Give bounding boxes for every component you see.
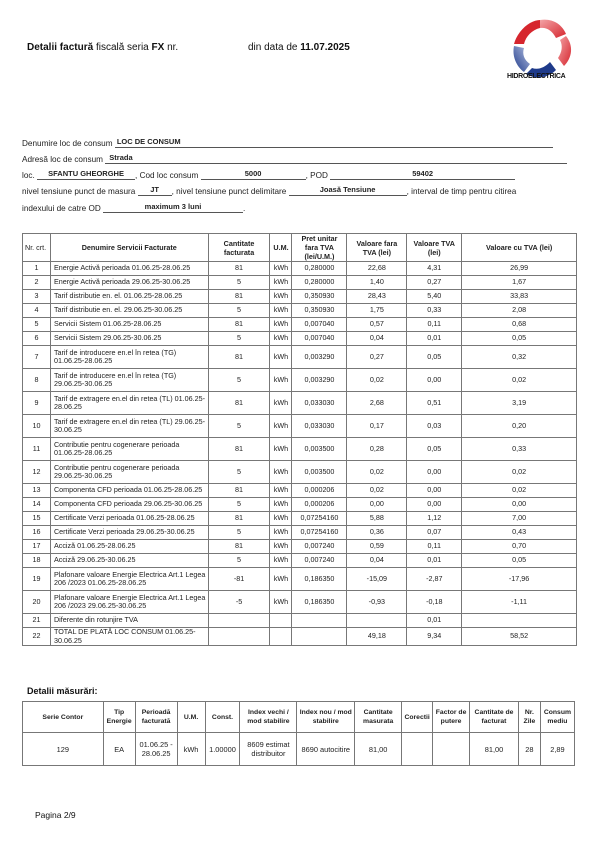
row-price: 0,280000: [292, 262, 347, 276]
row-vat: 0,51: [407, 392, 462, 415]
row-net: 0,27: [347, 346, 407, 369]
row-quantity: 5: [208, 276, 270, 290]
row-net: 0,36: [347, 526, 407, 540]
index-value: maximum 3 luni: [103, 202, 243, 213]
row-quantity: 81: [208, 346, 270, 369]
index-end: .: [243, 204, 246, 213]
table-row: [23, 332, 577, 346]
row-description: Certificate Verzi perioada 29.06.25-30.06.25: [50, 526, 208, 540]
interval-label: , interval de timp pentru citirea: [406, 187, 517, 196]
row-vat: 0,33: [407, 304, 462, 318]
row-net: 1,75: [347, 304, 407, 318]
table-row: [23, 540, 577, 554]
row-description: Componenta CFD perioada 01.06.25-28.06.25: [50, 484, 208, 498]
row-total: 0,00: [462, 498, 577, 512]
table-row: [23, 628, 577, 646]
row-net: [347, 614, 407, 628]
row-price: 0,003290: [292, 346, 347, 369]
table-row: [23, 484, 577, 498]
row-quantity: 81: [208, 512, 270, 526]
row-quantity: 5: [208, 415, 270, 438]
adresa-value: Strada: [105, 153, 567, 164]
nivel-masura-label: nivel tensiune punct de masura: [22, 187, 136, 196]
row-price: 0,186350: [292, 568, 347, 591]
table-row: [23, 262, 577, 276]
meas-cell-11: 28: [518, 733, 540, 766]
row-description: Tarif de introducere en.el în retea (TG) 29.06.25-30.06.25: [50, 369, 208, 392]
row-um: kWh: [270, 461, 292, 484]
row-vat: 0,01: [407, 614, 462, 628]
title-text: fiscală seria: [95, 42, 149, 53]
invoice-table: [22, 233, 577, 646]
row-net: 0,02: [347, 369, 407, 392]
row-nr: 21: [23, 614, 51, 628]
info-denumire: [22, 137, 553, 148]
row-net: 0,57: [347, 318, 407, 332]
row-um: kWh: [270, 332, 292, 346]
row-net: 0,28: [347, 438, 407, 461]
row-nr: 7: [23, 346, 51, 369]
row-price: 0,003500: [292, 438, 347, 461]
measurements-table: [22, 701, 575, 766]
row-nr: 20: [23, 591, 51, 614]
table-row: [23, 568, 577, 591]
row-um: kWh: [270, 262, 292, 276]
row-vat: 0,11: [407, 540, 462, 554]
meas-cell-12: 2,89: [540, 733, 574, 766]
row-nr: 14: [23, 498, 51, 512]
row-nr: 11: [23, 438, 51, 461]
row-um: [270, 614, 292, 628]
row-net: 0,17: [347, 415, 407, 438]
meas-col-9: Factor de putere: [433, 702, 470, 733]
row-net: 0,59: [347, 540, 407, 554]
table-row: [23, 591, 577, 614]
row-total: 1,67: [462, 276, 577, 290]
row-description: Tarif distributie en. el. 29.06.25-30.06.25: [50, 304, 208, 318]
row-vat: 4,31: [407, 262, 462, 276]
row-price: [292, 628, 347, 646]
row-quantity: 5: [208, 498, 270, 512]
row-net: 28,43: [347, 290, 407, 304]
meas-cell-3: kWh: [177, 733, 205, 766]
info-loc: [22, 169, 515, 180]
row-description: Componenta CFD perioada 29.06.25-30.06.25: [50, 498, 208, 512]
col-um: U.M.: [270, 234, 292, 262]
row-um: kWh: [270, 369, 292, 392]
table-row: [23, 304, 577, 318]
row-description: Tarif de extragere en.el din retea (TL) 01.06.25-28.06.25: [50, 392, 208, 415]
row-price: 0,033030: [292, 415, 347, 438]
row-net: 0,02: [347, 461, 407, 484]
row-net: 49,18: [347, 628, 407, 646]
info-nivel: [22, 185, 516, 196]
col-denumire: Denumire Servicii Facturate: [50, 234, 208, 262]
row-um: kWh: [270, 484, 292, 498]
col-valoare-tva: Valoare TVA (lei): [407, 234, 462, 262]
row-vat: 0,00: [407, 484, 462, 498]
row-nr: 1: [23, 262, 51, 276]
row-quantity: [208, 628, 270, 646]
row-description: Energie Activă perioada 29.06.25-30.06.25: [50, 276, 208, 290]
meas-col-10: Cantitate de facturat: [470, 702, 519, 733]
row-description: Acciză 01.06.25-28.06.25: [50, 540, 208, 554]
page-number: Pagina 2/9: [35, 810, 76, 820]
table-row: [23, 614, 577, 628]
row-description: Contributie pentru cogenerare perioada 01.06.25-28.06.25: [50, 438, 208, 461]
row-total: 0,43: [462, 526, 577, 540]
row-description: Tarif distributie en. el. 01.06.25-28.06.25: [50, 290, 208, 304]
loc-value: SFANTU GHEORGHE: [37, 169, 135, 180]
row-price: 0,007240: [292, 554, 347, 568]
row-quantity: 5: [208, 369, 270, 392]
row-vat: 0,03: [407, 415, 462, 438]
meas-cell-9: [433, 733, 470, 766]
row-price: 0,033030: [292, 392, 347, 415]
date-label: din data de: [248, 42, 298, 53]
row-nr: 13: [23, 484, 51, 498]
meas-col-11: Nr. Zile: [518, 702, 540, 733]
row-price: 0,280000: [292, 276, 347, 290]
logo-text: HIDROELECTRICA: [507, 73, 566, 80]
row-quantity: 81: [208, 392, 270, 415]
row-total: [462, 614, 577, 628]
meas-col-2: Perioadă facturată: [135, 702, 177, 733]
row-nr: 9: [23, 392, 51, 415]
row-description: Tarif de introducere en.el în retea (TG) 01.06.25-28.06.25: [50, 346, 208, 369]
row-total: 0,02: [462, 484, 577, 498]
row-nr: 22: [23, 628, 51, 646]
table-row: [23, 369, 577, 392]
pod-label: , POD: [305, 171, 328, 180]
table-row: [23, 526, 577, 540]
col-valoare-cu-tva: Valoare cu TVA (lei): [462, 234, 577, 262]
row-um: kWh: [270, 498, 292, 512]
measurements-title: Detalii măsurări:: [27, 686, 98, 696]
row-description: Contributie pentru cogenerare perioada 29.06.25-30.06.25: [50, 461, 208, 484]
row-um: kWh: [270, 276, 292, 290]
row-nr: 16: [23, 526, 51, 540]
row-price: 0,003290: [292, 369, 347, 392]
invoice-date: [248, 42, 350, 53]
row-net: 22,68: [347, 262, 407, 276]
table-row: [23, 415, 577, 438]
pod-value: 59402: [330, 169, 515, 180]
meas-cell-8: [402, 733, 433, 766]
row-total: 26,99: [462, 262, 577, 276]
row-quantity: 81: [208, 438, 270, 461]
row-description: Acciză 29.06.25-30.06.25: [50, 554, 208, 568]
row-description: Servicii Sistem 29.06.25-30.06.25: [50, 332, 208, 346]
row-total: 0,02: [462, 461, 577, 484]
row-description: Certificate Verzi perioada 01.06.25-28.06.25: [50, 512, 208, 526]
meas-cell-7: 81,00: [355, 733, 402, 766]
row-quantity: [208, 614, 270, 628]
row-vat: 0,00: [407, 369, 462, 392]
row-quantity: 5: [208, 461, 270, 484]
date-value: 11.07.2025: [300, 42, 350, 53]
table-row: [23, 512, 577, 526]
row-quantity: 81: [208, 540, 270, 554]
cod-value: 5000: [201, 169, 306, 180]
info-adresa: [22, 153, 567, 164]
col-nr: Nr. crt.: [23, 234, 51, 262]
row-nr: 18: [23, 554, 51, 568]
row-um: kWh: [270, 346, 292, 369]
col-pret: Pret unitar fara TVA (lei/U.M.): [292, 234, 347, 262]
invoice-header-row: [23, 234, 577, 262]
meas-cell-1: EA: [103, 733, 135, 766]
row-vat: 0,05: [407, 438, 462, 461]
row-net: 5,88: [347, 512, 407, 526]
row-quantity: -81: [208, 568, 270, 591]
row-vat: 1,12: [407, 512, 462, 526]
title-word: Detalii: [27, 42, 58, 53]
row-description: Plafonare valoare Energie Electrica Art.1 Legea 206 /2023 01.06.25-28.06.25: [50, 568, 208, 591]
row-um: kWh: [270, 540, 292, 554]
table-row: [23, 276, 577, 290]
meas-cell-4: 1.00000: [205, 733, 240, 766]
loc-label: loc.: [22, 171, 35, 180]
index-label: indexului de catre OD: [22, 204, 101, 213]
row-description: Tarif de extragere en.el din retea (TL) 29.06.25-30.06.25: [50, 415, 208, 438]
meas-cell-0: 129: [23, 733, 104, 766]
row-total: 0,32: [462, 346, 577, 369]
row-quantity: 81: [208, 484, 270, 498]
row-price: 0,003500: [292, 461, 347, 484]
col-valoare-fara-tva: Valoare fara TVA (lei): [347, 234, 407, 262]
row-price: 0,007240: [292, 540, 347, 554]
row-um: kWh: [270, 290, 292, 304]
row-nr: 12: [23, 461, 51, 484]
row-quantity: 5: [208, 526, 270, 540]
adresa-label: Adresă loc de consum: [22, 155, 104, 164]
meas-col-12: Consum mediu: [540, 702, 574, 733]
row-description: Plafonare valoare Energie Electrica Art.1 Legea 206 /2023 29.06.25-30.06.25: [50, 591, 208, 614]
row-vat: 0,27: [407, 276, 462, 290]
row-um: [270, 628, 292, 646]
row-um: kWh: [270, 512, 292, 526]
row-price: 0,07254160: [292, 512, 347, 526]
invoice-title: [27, 42, 178, 53]
row-price: [292, 614, 347, 628]
meas-col-3: U.M.: [177, 702, 205, 733]
row-um: kWh: [270, 304, 292, 318]
row-total: 33,83: [462, 290, 577, 304]
table-row: [23, 346, 577, 369]
row-vat: -0,18: [407, 591, 462, 614]
row-quantity: 5: [208, 554, 270, 568]
row-total: 0,70: [462, 540, 577, 554]
row-nr: 17: [23, 540, 51, 554]
row-total: 0,05: [462, 332, 577, 346]
row-nr: 19: [23, 568, 51, 591]
table-row: [23, 461, 577, 484]
meas-cell-2: 01.06.25 - 28.06.25: [135, 733, 177, 766]
row-um: kWh: [270, 568, 292, 591]
col-cantitate: Cantitate facturata: [208, 234, 270, 262]
row-vat: 0,01: [407, 554, 462, 568]
row-quantity: 81: [208, 318, 270, 332]
meas-col-8: Corectii: [402, 702, 433, 733]
table-row: [23, 290, 577, 304]
meas-col-5: Index vechi / mod stabilire: [240, 702, 297, 733]
row-price: 0,007040: [292, 332, 347, 346]
row-um: kWh: [270, 526, 292, 540]
meas-cell-6: 8690 autocitire: [297, 733, 355, 766]
row-total: -17,96: [462, 568, 577, 591]
meas-col-0: Serie Contor: [23, 702, 104, 733]
row-nr: 10: [23, 415, 51, 438]
title-text: nr.: [167, 42, 179, 53]
row-price: 0,350930: [292, 290, 347, 304]
row-quantity: 5: [208, 304, 270, 318]
row-price: 0,007040: [292, 318, 347, 332]
row-total: 58,52: [462, 628, 577, 646]
row-vat: 0,05: [407, 346, 462, 369]
row-total: 0,02: [462, 369, 577, 392]
row-nr: 15: [23, 512, 51, 526]
row-net: 0,00: [347, 498, 407, 512]
row-total: 7,00: [462, 512, 577, 526]
meas-col-6: Index nou / mod stabilire: [297, 702, 355, 733]
row-vat: 9,34: [407, 628, 462, 646]
row-total: 2,08: [462, 304, 577, 318]
denumire-label: Denumire loc de consum: [22, 139, 113, 148]
row-description: Diferente din rotunjire TVA: [50, 614, 208, 628]
row-quantity: 5: [208, 332, 270, 346]
row-vat: 0,00: [407, 498, 462, 512]
measurements-row: [23, 733, 575, 766]
table-row: [23, 318, 577, 332]
row-description: Servicii Sistem 01.06.25-28.06.25: [50, 318, 208, 332]
nivel-masura-value: JT: [138, 185, 172, 196]
cod-label: , Cod loc consum: [135, 171, 199, 180]
row-net: 0,04: [347, 554, 407, 568]
row-total: -1,11: [462, 591, 577, 614]
row-quantity: 81: [208, 262, 270, 276]
row-total: 0,33: [462, 438, 577, 461]
title-word: factură: [59, 42, 94, 53]
row-nr: 4: [23, 304, 51, 318]
row-um: kWh: [270, 415, 292, 438]
row-vat: 5,40: [407, 290, 462, 304]
table-row: [23, 498, 577, 512]
nivel-delim-label: , nivel tensiune punct delimitare: [171, 187, 287, 196]
row-total: 0,68: [462, 318, 577, 332]
row-nr: 6: [23, 332, 51, 346]
row-quantity: 81: [208, 290, 270, 304]
row-um: kWh: [270, 591, 292, 614]
meas-cell-5: 8609 estimat distribuitor: [240, 733, 297, 766]
row-price: 0,07254160: [292, 526, 347, 540]
row-net: 1,40: [347, 276, 407, 290]
row-nr: 3: [23, 290, 51, 304]
row-net: 2,68: [347, 392, 407, 415]
row-total: 0,05: [462, 554, 577, 568]
row-vat: 0,07: [407, 526, 462, 540]
row-description: Energie Activă perioada 01.06.25-28.06.25: [50, 262, 208, 276]
row-total: 3,19: [462, 392, 577, 415]
row-total: 0,20: [462, 415, 577, 438]
row-price: 0,350930: [292, 304, 347, 318]
row-um: kWh: [270, 392, 292, 415]
row-net: -0,93: [347, 591, 407, 614]
row-price: 0,000206: [292, 484, 347, 498]
row-nr: 2: [23, 276, 51, 290]
row-quantity: -5: [208, 591, 270, 614]
row-net: 0,04: [347, 332, 407, 346]
meas-col-4: Const.: [205, 702, 240, 733]
meas-col-7: Cantitate masurata: [355, 702, 402, 733]
row-vat: 0,11: [407, 318, 462, 332]
row-net: -15,09: [347, 568, 407, 591]
row-price: 0,186350: [292, 591, 347, 614]
row-price: 0,000206: [292, 498, 347, 512]
row-description: TOTAL DE PLATĂ LOC CONSUM 01.06.25-30.06.25: [50, 628, 208, 646]
table-row: [23, 392, 577, 415]
row-vat: 0,00: [407, 461, 462, 484]
measurements-header-row: [23, 702, 575, 733]
row-nr: 8: [23, 369, 51, 392]
meas-cell-10: 81,00: [470, 733, 519, 766]
invoice-series: FX: [151, 42, 165, 53]
row-nr: 5: [23, 318, 51, 332]
info-index: [22, 202, 245, 213]
row-net: 0,02: [347, 484, 407, 498]
row-vat: -2,87: [407, 568, 462, 591]
table-row: [23, 554, 577, 568]
row-um: kWh: [270, 554, 292, 568]
meas-col-1: Tip Energie: [103, 702, 135, 733]
row-vat: 0,01: [407, 332, 462, 346]
row-um: kWh: [270, 438, 292, 461]
table-row: [23, 438, 577, 461]
nivel-delim-value: Joasă Tensiune: [289, 185, 407, 196]
denumire-value: LOC DE CONSUM: [115, 137, 553, 148]
row-um: kWh: [270, 318, 292, 332]
